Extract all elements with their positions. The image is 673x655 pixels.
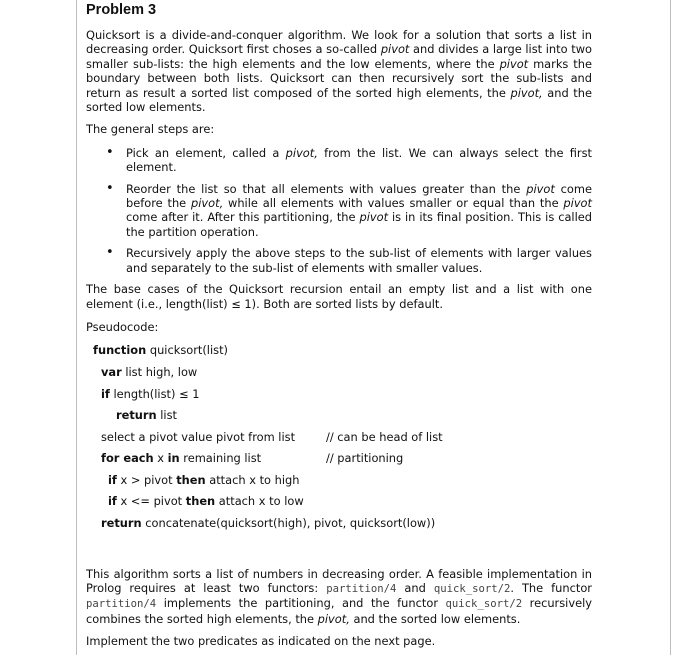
- desc-text-1: This algorithm sorts a list of numbers in decreasing order. A feasible implementation in Prolog requires at least two functors:: [86, 566, 592, 596]
- code-line: [86, 491, 592, 513]
- intro-pivot-2: pivot: [499, 56, 529, 71]
- code-text: quicksort(list): [146, 343, 228, 358]
- step-2-pivot-4: pivot: [359, 210, 389, 225]
- desc-text-4: implements the partitioning, and the functor: [156, 596, 446, 611]
- page-border-left: [76, 0, 77, 655]
- desc-code-partition: partition/4: [326, 583, 397, 596]
- step-2-pivot-3: pivot: [563, 196, 592, 211]
- base-cases-paragraph: The base cases of the Quicksort recursion entail an empty list and a list with one element (i.e., length(list) ≤ 1). Both are sorted lists by default.: [86, 282, 592, 311]
- code-line: [86, 448, 592, 470]
- intro-text-4: and the sorted low elements.: [86, 85, 592, 115]
- desc-text-2: and: [396, 581, 434, 596]
- code-line: [86, 384, 592, 406]
- pseudocode-block: [86, 340, 592, 534]
- step-1-text-1: Pick an element, called a: [126, 145, 286, 160]
- step-1-text-2: from the list. We can always select the first element.: [126, 145, 592, 175]
- steps-list: [86, 146, 592, 275]
- code-line: [86, 470, 592, 492]
- step-2-text-4: come after it. After this partitioning, the: [126, 210, 360, 225]
- page-border-right: [670, 0, 671, 655]
- code-line: [86, 513, 592, 535]
- code-keyword: return: [116, 408, 157, 423]
- step-1-pivot: pivot,: [285, 145, 318, 160]
- desc-pivot: pivot,: [317, 611, 350, 626]
- code-text: list high, low: [121, 364, 198, 379]
- code-text: attach x to low: [215, 494, 304, 509]
- code-keyword: function: [93, 343, 147, 358]
- intro-text-1: Quicksort is a divide-and-conquer algorithm. We look for a solution that sorts a list in decreasing order. Quicksort first choses a so-called: [86, 28, 592, 57]
- code-keyword: for each: [101, 451, 154, 466]
- step-2-text-5: is in its final position. This is called the partition operation.: [126, 210, 592, 239]
- desc-text-3: . The functor: [510, 581, 592, 596]
- code-comment: // partitioning: [326, 451, 404, 466]
- code-line: [86, 427, 592, 449]
- code-text: x: [153, 451, 168, 466]
- desc-code-quicksort: quick_sort/2: [445, 598, 523, 611]
- step-2-text-2: come before the: [126, 181, 592, 211]
- step-2-pivot-2: pivot,: [191, 196, 224, 211]
- code-text: length(list) ≤ 1: [109, 386, 200, 401]
- final-instruction: Implement the two predicates as indicated on the next page.: [86, 634, 436, 649]
- document-content: [86, 0, 592, 649]
- description-paragraph: [86, 567, 592, 627]
- code-text: x > pivot: [116, 472, 177, 487]
- desc-code-quicksort: quick_sort/2: [433, 583, 511, 596]
- step-item: [86, 246, 592, 275]
- desc-text-5: recursively combines the sorted high elements, the: [86, 596, 592, 626]
- desc-text-6: and the sorted low elements.: [349, 611, 521, 626]
- intro-pivot-3: pivot,: [510, 85, 543, 100]
- step-item: [86, 146, 592, 175]
- code-text: attach x to high: [205, 472, 300, 487]
- code-text: list: [156, 408, 177, 423]
- step-2-text-1: Reorder the list so that all elements with values greater than the: [126, 181, 527, 196]
- code-line: [86, 405, 592, 427]
- intro-text-2: and divides a large list into two smaller sub-lists: the high elements and the low elements, where the: [86, 42, 592, 71]
- step-3-text: Recursively apply the above steps to the sub-list of elements with larger values and separately to the sub-list of elements with smaller values.: [126, 246, 592, 275]
- code-comment: // can be head of list: [326, 429, 443, 444]
- intro-pivot-1: pivot: [380, 42, 410, 57]
- code-text: remaining list: [179, 451, 262, 466]
- code-text: select a pivot value pivot from list: [101, 429, 296, 444]
- problem-title: Problem 3: [86, 2, 157, 18]
- code-keyword: if: [108, 494, 117, 509]
- code-keyword: if: [101, 386, 110, 401]
- intro-paragraph: [86, 28, 592, 114]
- code-keyword: then: [176, 472, 206, 487]
- code-keyword: var: [101, 364, 122, 379]
- code-line: [86, 340, 592, 362]
- code-keyword: then: [185, 494, 216, 509]
- code-line: [86, 362, 592, 384]
- code-keyword: if: [108, 472, 117, 487]
- desc-code-partition: partition/4: [86, 598, 157, 611]
- step-2-text-3: while all elements with values smaller or equal than the: [223, 196, 564, 211]
- code-keyword: in: [167, 451, 180, 466]
- pseudocode-label: Pseudocode:: [86, 319, 159, 334]
- code-text: x <= pivot: [116, 494, 186, 509]
- step-item: [86, 182, 592, 240]
- code-text: concatenate(quicksort(high), pivot, quicksort(low)): [141, 516, 436, 531]
- intro-text-3: marks the boundary between both lists. Quicksort can then recursively sort the sub-lists and return as result a sorted list composed of the sorted high elements, the: [86, 56, 592, 100]
- steps-heading: The general steps are:: [86, 122, 215, 137]
- code-keyword: return: [101, 516, 142, 531]
- step-2-pivot-1: pivot: [526, 181, 555, 196]
